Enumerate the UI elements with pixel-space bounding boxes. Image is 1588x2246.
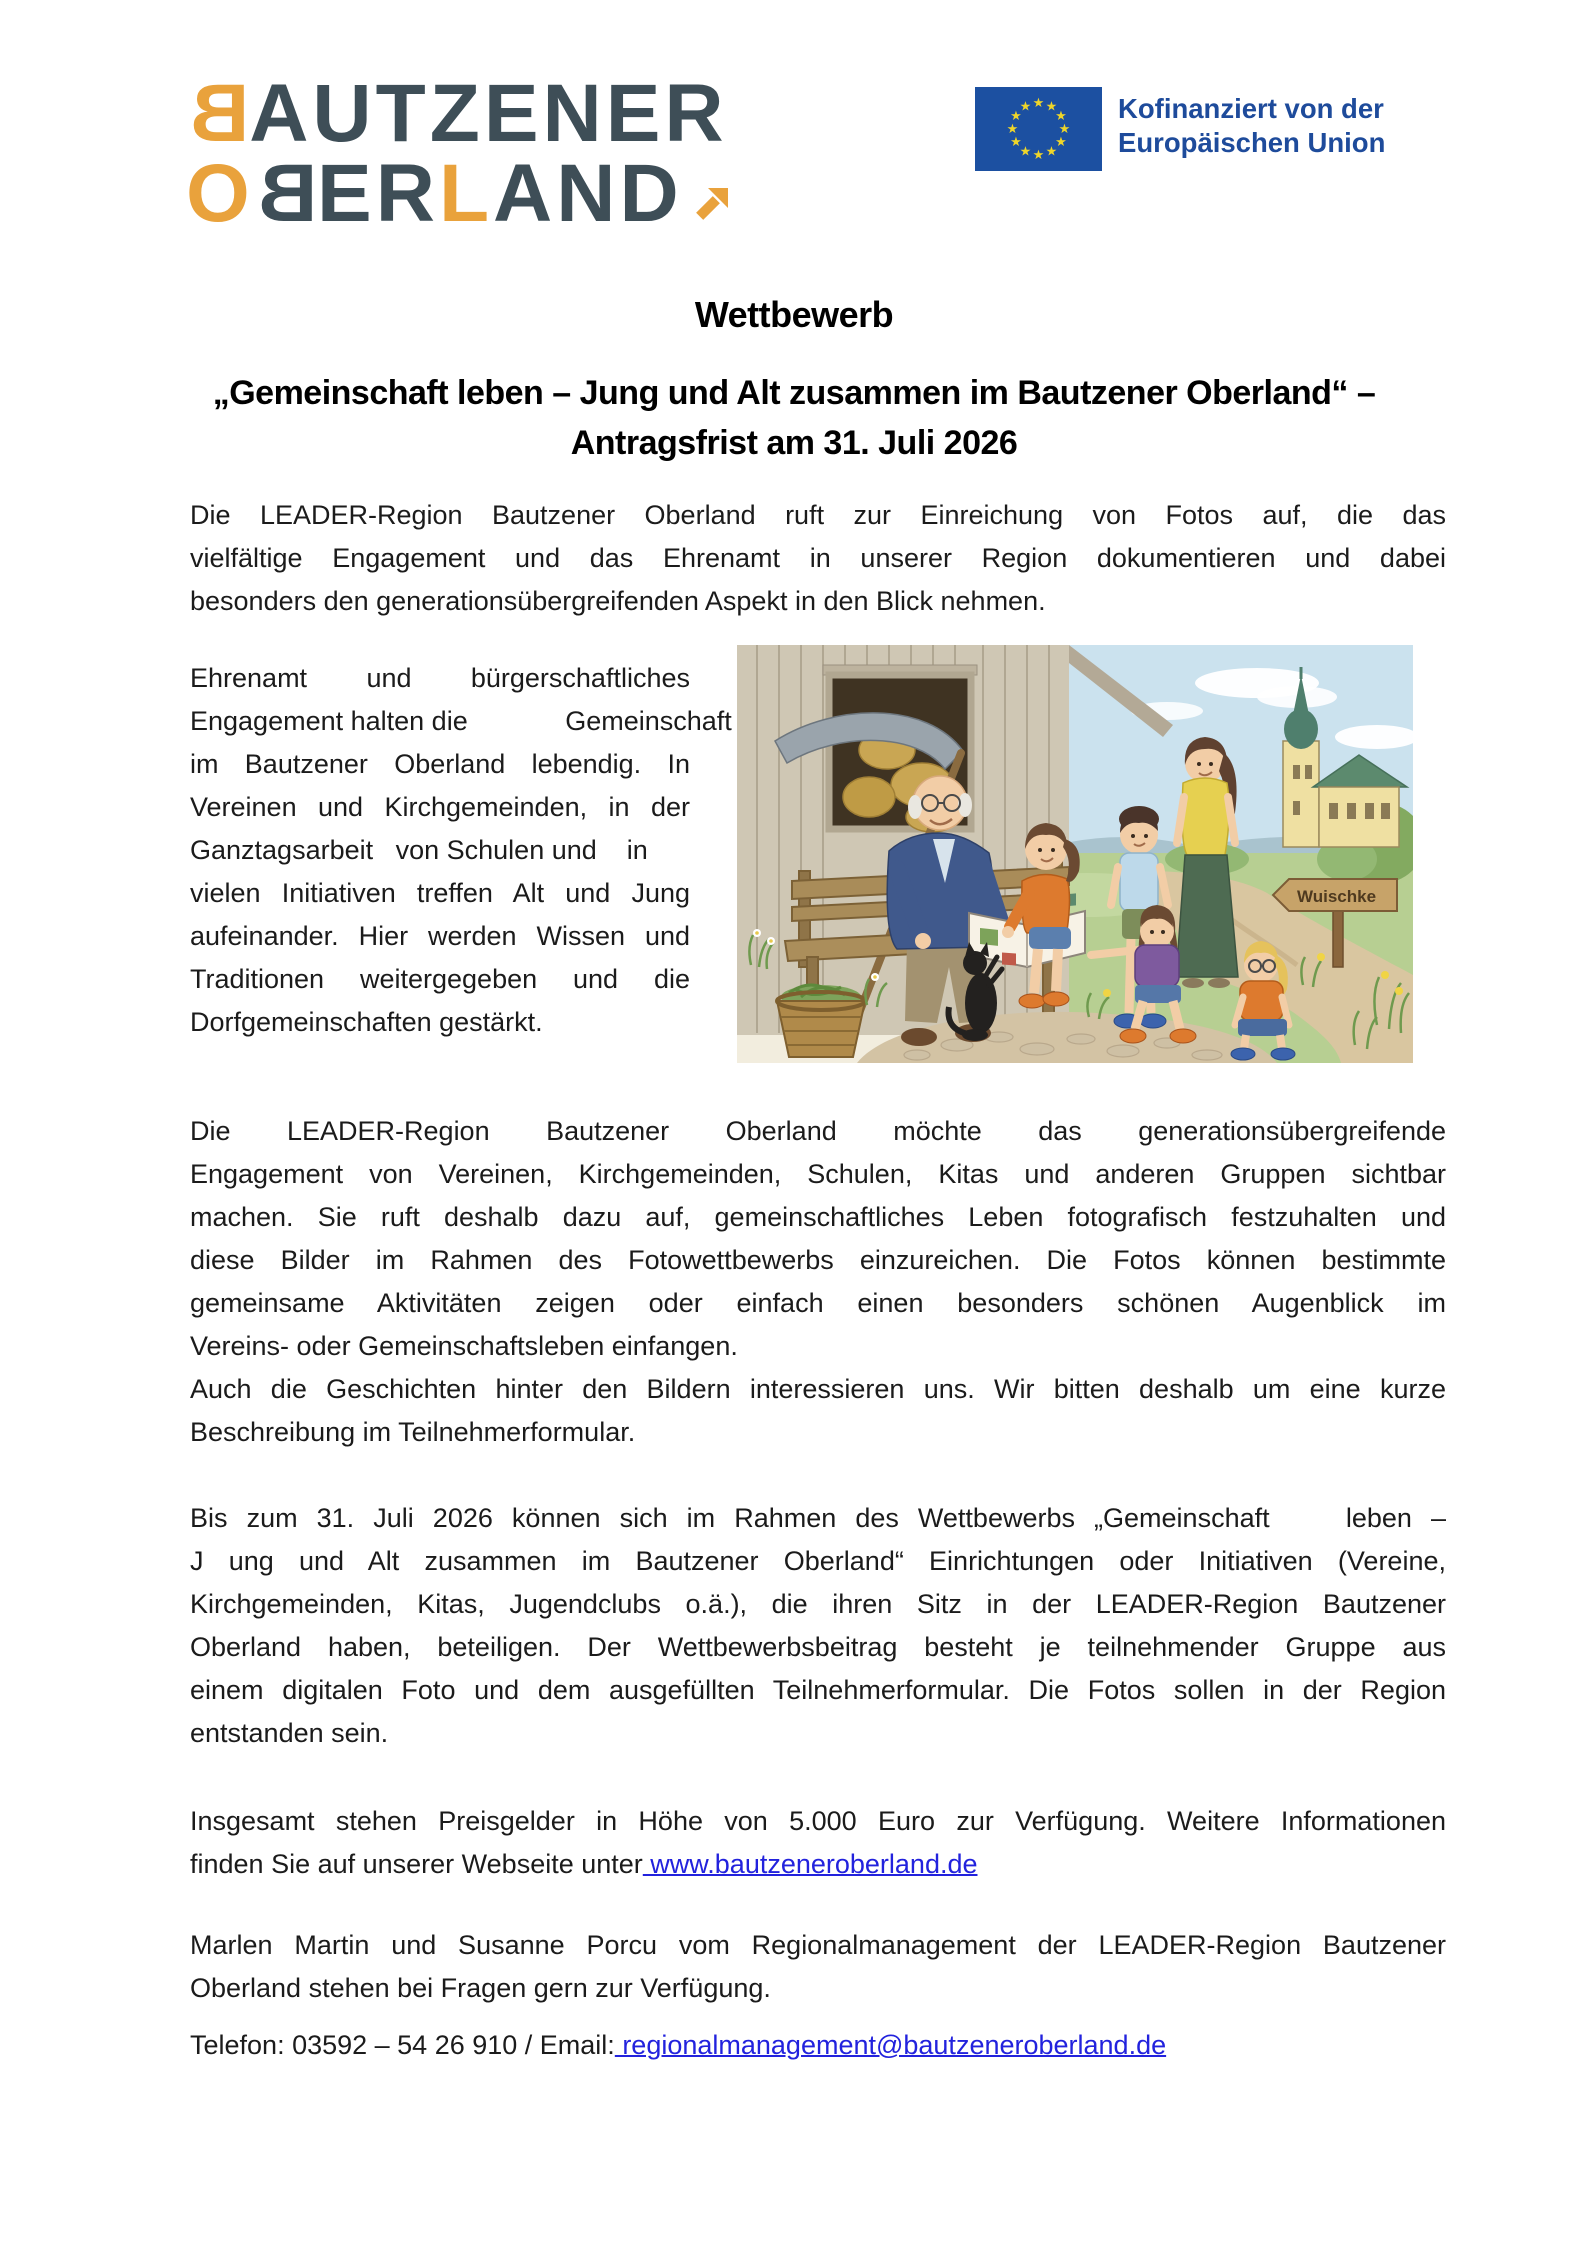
- eu-funding-line-1: Kofinanziert von der: [1118, 93, 1384, 124]
- text-line: im Bautzener Oberland lebendig. In: [190, 749, 690, 779]
- logo-bautzener-oberland: [186, 68, 733, 239]
- paragraph-aufruf: [190, 1110, 1446, 1454]
- svg-text:★: ★: [1010, 109, 1022, 124]
- preisgelder-line-2: [190, 1843, 1446, 1886]
- paragraph-teilnahme: [190, 1497, 1446, 1755]
- text-line: besonders den generationsübergreifenden Aspekt in den Blick nehmen.: [190, 586, 1046, 616]
- website-line-prefix: finden Sie auf unserer Webseite unter: [190, 1849, 643, 1879]
- text-line: Traditionen weitergegeben und die: [190, 964, 690, 994]
- basket-of-beans: [777, 985, 865, 1057]
- text-line: Kirchgemeinden, Kitas, Jugendclubs o.ä.), die ihren Sitz in der LEADER-Region Bautzener: [190, 1589, 1446, 1619]
- text-line: Oberland haben, beteiligen. Der Wettbewerbsbeitrag besteht je teilnehmender Gruppe aus: [190, 1632, 1446, 1662]
- logo-line-2: [186, 148, 733, 239]
- logo-text-er: ER: [317, 148, 439, 239]
- telefon-email-line: [190, 2024, 1446, 2067]
- page-title: Wettbewerb: [694, 294, 894, 335]
- text-line: Insgesamt stehen Preisgelder in Höhe von 5.000 Euro zur Verfügung. Weitere Informationen: [190, 1806, 1446, 1836]
- text-line: J ung und Alt zusammen im Bautzener Oberland“ Einrichtungen oder Initiativen (Vereine,: [190, 1546, 1446, 1576]
- svg-text:★: ★: [1058, 122, 1071, 137]
- text-line: Bis zum 31. Juli 2026 können sich im Rahmen des Wettbewerbs „Gemeinschaft leben –: [190, 1503, 1446, 1533]
- email-link[interactable]: regionalmanagement@bautzeneroberland.de: [614, 2030, 1167, 2060]
- paragraph-telefon-email: [190, 2024, 1446, 2067]
- logo-text-and: AND: [493, 148, 683, 239]
- eu-funding-text: [1118, 92, 1385, 160]
- text-line: Vereinen und Kirchgemeinden, in der: [190, 792, 690, 822]
- text-line: Die LEADER-Region Bautzener Oberland möchte das generationsübergreifende: [190, 1116, 1446, 1146]
- text-line: machen. Sie ruft deshalb dazu auf, gemeinschaftliches Leben fotografisch festzuhalten und: [190, 1202, 1446, 1232]
- logo-letter-l: L: [438, 148, 494, 239]
- text-line: Ganztagsarbeit von Schulen und in: [190, 835, 648, 865]
- text-line: Marlen Martin und Susanne Porcu vom Regionalmanagement der LEADER-Region Bautzener: [190, 1930, 1446, 1960]
- telefon-prefix: Telefon: 03592 – 54 26 910 / Email:: [190, 2030, 615, 2060]
- logo-letter-b2: B: [253, 148, 318, 239]
- paragraph-intro: [190, 494, 1446, 623]
- logo-letter-o: O: [186, 148, 254, 239]
- eu-flag-icon: [975, 87, 1102, 171]
- subtitle-line-2: Antragsfrist am 31. Juli 2026: [570, 424, 1018, 462]
- svg-text:★: ★: [1032, 148, 1045, 163]
- text-line: Beschreibung im Teilnehmerformular.: [190, 1417, 636, 1447]
- text-line: aufeinander. Hier werden Wissen und: [190, 921, 690, 951]
- paragraph-preisgelder: [190, 1800, 1446, 1886]
- text-line: vielen Initiativen treffen Alt und Jung: [190, 878, 690, 908]
- text-line: Dorfgemeinschaften gestärkt.: [190, 1007, 543, 1037]
- svg-text:★: ★: [1032, 96, 1045, 111]
- text-line: Engagement von Vereinen, Kirchgemeinden, Schulen, Kitas und anderen Gruppen sichtbar: [190, 1159, 1446, 1189]
- svg-text:★: ★: [1045, 144, 1058, 160]
- community-illustration: [737, 645, 1413, 1063]
- svg-text:★: ★: [1006, 122, 1019, 137]
- paragraph-kontakt: [190, 1924, 1446, 2010]
- svg-text:★: ★: [1019, 99, 1032, 115]
- text-line: einem digitalen Foto und dem ausgefüllten Teilnehmerformular. Die Fotos sollen in der Region: [190, 1675, 1446, 1705]
- svg-text:★: ★: [1019, 144, 1032, 160]
- text-line: Oberland stehen bei Fragen gern zur Verfügung.: [190, 1973, 771, 2003]
- text-line: vielfältige Engagement und das Ehrenamt in unserer Region dokumentieren und dabei: [190, 543, 1446, 573]
- text-line: Ehrenamt und bürgerschaftliches: [190, 663, 690, 693]
- text-line: Vereins- oder Gemeinschaftsleben einfangen.: [190, 1331, 738, 1361]
- website-link[interactable]: www.bautzeneroberland.de: [642, 1849, 978, 1879]
- logo-line-1: [186, 68, 733, 159]
- sign-label: Wuischke: [1297, 887, 1377, 906]
- text-line: diese Bilder im Rahmen des Fotowettbewerbs einzureichen. Die Fotos können bestimmte: [190, 1245, 1446, 1275]
- text-line: gemeinsame Aktivitäten zeigen oder einfach einen besonders schönen Augenblick im: [190, 1288, 1446, 1318]
- subtitle: [0, 368, 1588, 468]
- preisgelder-line-1: [190, 1800, 1446, 1843]
- text-line: Auch die Geschichten hinter den Bildern interessieren uns. Wir bitten deshalb um eine kurze: [190, 1374, 1446, 1404]
- eu-funding-badge: [975, 87, 1385, 171]
- svg-text:★: ★: [1055, 109, 1067, 124]
- text-line: entstanden sein.: [190, 1718, 389, 1748]
- logo-text-autzener: AUTZENER: [249, 68, 728, 159]
- svg-text:★: ★: [1055, 135, 1067, 150]
- eu-funding-line-2: Europäischen Union: [1118, 127, 1386, 158]
- text-line: Die LEADER-Region Bautzener Oberland ruft zur Einreichung von Fotos auf, die das: [190, 500, 1446, 530]
- paragraph-ehrenamt: [190, 657, 732, 1044]
- svg-text:★: ★: [1045, 99, 1058, 115]
- subtitle-line-1: „Gemeinschaft leben – Jung und Alt zusammen im Bautzener Oberland“ –: [212, 374, 1376, 412]
- text-line: Engagement halten die Gemeinschaft: [190, 706, 732, 736]
- northeast-arrow-icon: [693, 156, 733, 196]
- logo-letter-b: B: [186, 68, 250, 159]
- svg-text:★: ★: [1010, 135, 1022, 150]
